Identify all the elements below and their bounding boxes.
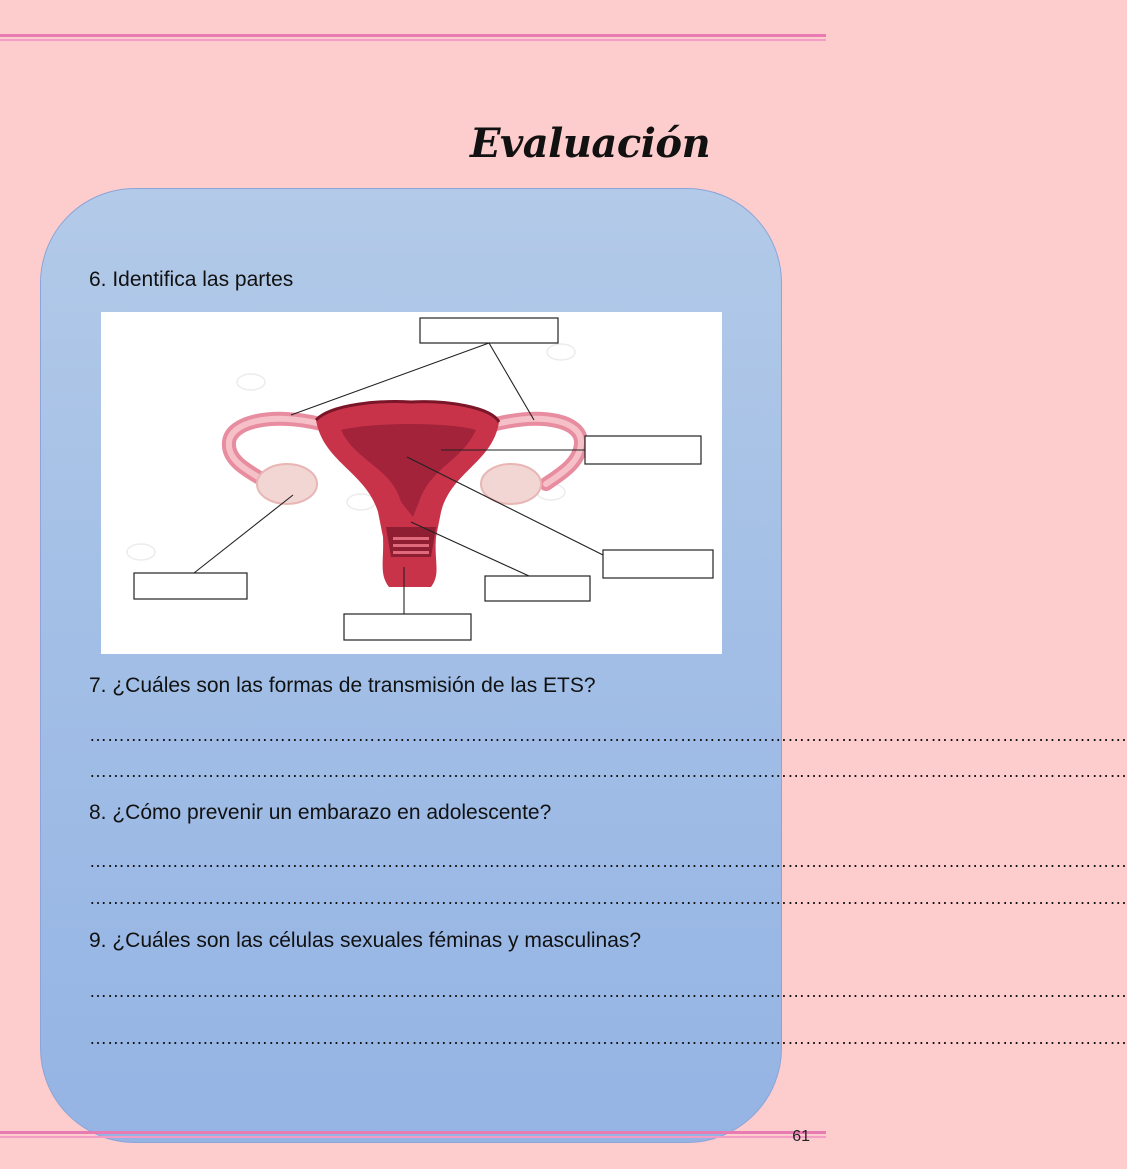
answer-line-9b[interactable]: ………………………………………………………………………………………………………………………………………………………… bbox=[89, 1028, 1127, 1048]
question-7: 7. ¿Cuáles son las formas de transmisión de las ETS? bbox=[89, 674, 596, 697]
answer-line-8b[interactable]: ………………………………………………………………………………………………………………………………………………………… bbox=[89, 888, 1127, 908]
page-title: Evaluación bbox=[470, 120, 711, 167]
top-rule-thin bbox=[0, 39, 826, 41]
label-box-uterus-wall bbox=[603, 550, 713, 578]
reproductive-system-illustration bbox=[101, 312, 722, 654]
answer-line-7b[interactable]: ………………………………………………………………………………………………………………………………………………………… bbox=[89, 761, 1127, 781]
answer-line-7a[interactable]: ………………………………………………………………………………………………………………………………………………………… bbox=[89, 725, 1127, 745]
label-box-cervix bbox=[485, 576, 590, 601]
top-rule bbox=[0, 34, 826, 37]
page-number: 61 bbox=[792, 1128, 810, 1145]
answer-line-9a[interactable]: ………………………………………………………………………………………………………………………………………………………… bbox=[89, 981, 1127, 1001]
label-box-vagina bbox=[344, 614, 471, 640]
question-8: 8. ¿Cómo prevenir un embarazo en adolescente? bbox=[89, 801, 552, 824]
bottom-rule bbox=[0, 1131, 826, 1134]
bottom-rule-thin bbox=[0, 1136, 826, 1138]
question-6: 6. Identifica las partes bbox=[89, 268, 294, 291]
answer-line-8a[interactable]: ………………………………………………………………………………………………………………………………………………………… bbox=[89, 851, 1127, 871]
label-box-endometrium bbox=[585, 436, 701, 464]
label-box-tubes bbox=[420, 318, 558, 343]
uterus-diagram bbox=[101, 312, 722, 654]
question-9: 9. ¿Cuáles son las células sexuales féminas y masculinas? bbox=[89, 929, 642, 952]
label-box-ovary bbox=[134, 573, 247, 599]
